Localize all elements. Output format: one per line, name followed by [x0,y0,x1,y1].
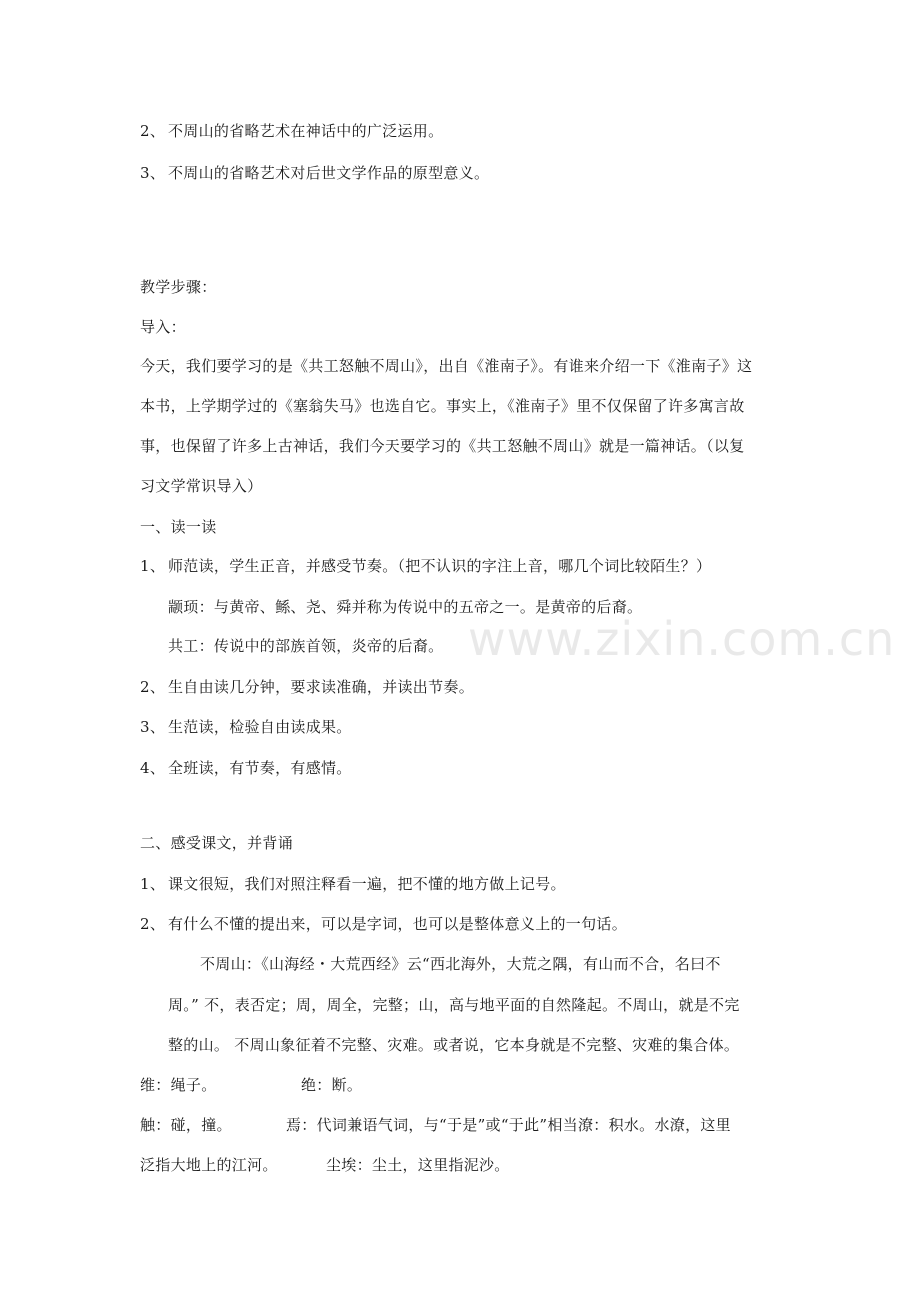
explanation-line: 整的山。 不周山象征着不完整、灾难。或者说，它本身就是不完整、灾难的集合体。 [168,1036,740,1054]
list-item [140,556,711,576]
list-item [140,677,474,697]
item-number: 2、 [140,915,166,933]
glossary-entry: 绝：断。 [301,1076,363,1094]
list-item [140,874,566,894]
paragraph-line: 习文学常识导入） [140,477,263,495]
item-text: 生自由读几分钟，要求读准确，并读出节奏。 [168,678,475,696]
note-line: 颛顼：与黄帝、鲧、尧、舜并称为传说中的五帝之一。是黄帝的后裔。 [168,598,643,616]
item-number: 2、 [140,678,166,696]
section-heading-recite: 二、感受课文，并背诵 [140,834,294,852]
section-heading-intro: 导入： [140,318,186,336]
item-number: 4、 [140,759,166,777]
item-text: 有什么不懂的提出来，可以是字词，也可以是整体意义上的一句话。 [168,915,628,933]
item-number: 3、 [140,164,166,182]
glossary-entry: 泛指大地上的江河。 [140,1156,278,1174]
list-item [140,717,352,737]
paragraph-line: 本书，上学期学过的《塞翁失马》也选自它。事实上，《淮南子》里不仅保留了许多寓言故 [140,397,745,415]
item-text: 生范读，检验自由读成果。 [168,718,352,736]
glossary-entry: 维：绳子。 [140,1076,217,1094]
item-text: 课文很短，我们对照注释看一遍，把不懂的地方做上记号。 [168,875,566,893]
list-item [140,758,352,778]
watermark: www.zixin.com.cn [468,612,896,666]
item-text: 不周山的省略艺术在神话中的广泛运用。 [168,122,444,140]
glossary-entry: 触：碰，撞。 [140,1116,232,1134]
item-number: 3、 [140,718,166,736]
paragraph-line: 今天，我们要学习的是《共工怒触不周山》，出自《淮南子》。有谁来介绍一下《淮南子》这 [140,357,753,375]
item-number: 2、 [140,122,166,140]
section-heading-read: 一、读一读 [140,518,217,536]
glossary-entry: 焉：代词兼语气词，与“于是”或“于此”相当潦：积水。水潦，这里 [286,1116,731,1134]
explanation-line: 周。” 不，表否定；周，周全，完整；山，高与地平面的自然隆起。不周山，就是不完 [168,996,740,1014]
item-number: 1、 [140,875,166,893]
list-item [140,163,489,183]
paragraph-line: 事，也保留了许多上古神话，我们今天要学习的《共工怒触不周山》就是一篇神话。（以复 [140,437,745,455]
item-text: 师范读，学生正音，并感受节奏。（把不认识的字注上音，哪几个词比较陌生？） [168,557,712,575]
note-line: 共工：传说中的部族首领，炎帝的后裔。 [168,637,444,655]
item-number: 1、 [140,557,166,575]
explanation-line: 不周山：《山海经・大荒西经》云“西北海外，大荒之隅，有山而不合，名曰不 [200,955,721,973]
section-heading-steps: 教学步骤： [140,278,217,296]
list-item [140,121,443,141]
item-text: 不周山的省略艺术对后世文学作品的原型意义。 [168,164,490,182]
glossary-entry: 尘埃：尘土，这里指泥沙。 [326,1156,510,1174]
item-text: 全班读，有节奏，有感情。 [168,759,352,777]
list-item [140,914,627,934]
